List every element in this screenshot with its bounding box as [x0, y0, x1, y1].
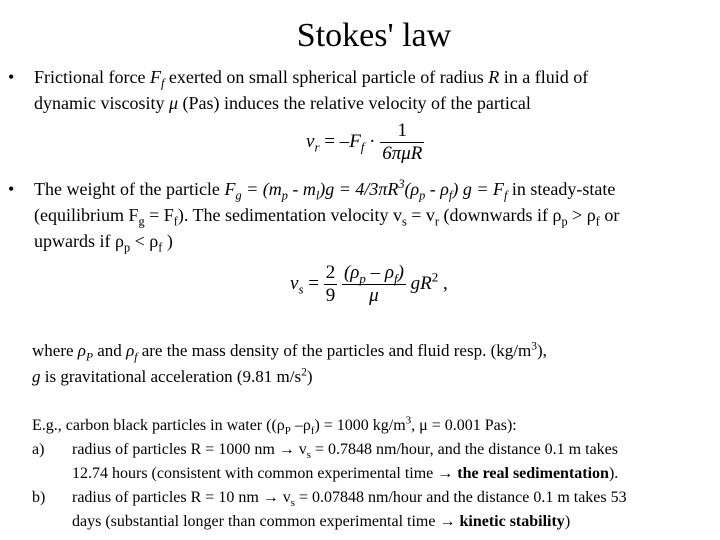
example-intro: E.g., carbon black particles in water (($\rho_P$ $-\rho_f) = 1000$ $kg/m^3$, μ = 0.001 Pas): [32, 414, 517, 438]
example-item-b-cont: days (substantial longer than common experimental time → kinetic stability) [72, 513, 571, 530]
equation-sedimentation-velocity: $v_s$ = $\frac{2}{9}$ $\frac{(\rho_p - \rho_f)}{\mu}$ $gR^2$ , [290, 262, 448, 306]
example-item-a-cont: 12.74 hours (consistent with common experimental time → the real sedimentation). [72, 465, 619, 482]
bullet-1-text: Frictional force $F_f$ exerted on small spherical particle of radius R in a fluid of dynamic viscosity μ (Pas) induces the relative velocity of the partical [34, 67, 589, 113]
equation-relative-velocity: $v_r = -F_f$ · $\frac{1}{\text{6πμR}}$ [306, 120, 423, 164]
slide-title: Stokes' law [296, 17, 452, 54]
example-item-a: a) radius of particles R = 1000 nm → $v_s = 0.7848$ nm/hour, and the distance 0.1 m takes [32, 441, 618, 462]
example-item-b: b) radius of particles R = 10 nm → $v_s = 0.07848$ nm/hour and the distance 0.1 m takes 53 [32, 489, 627, 510]
bullet-2-marker: • [8, 179, 15, 199]
where-text: where $\rho_P$ and $\rho_f$ are the mass density of the particles and fluid resp. $(kg/m^3)$, g is gravitational acceleration (9.81 $m/s^2$) [32, 339, 547, 386]
bullet-2-text: The weight of the particle $F_g = (m_p - m_l)g = 4/3\pi R^3(\rho_p - \rho_f) g = F_f$ in steady-state (equilibrium $F_g = F_f$). The sedimentation velocity $v_s = v_r$ (downwards if $\rho_p > \rho_f$ or upwards if $\rho_p < \rho_f$ ) [34, 177, 620, 255]
bullet-1-marker: • [8, 67, 15, 87]
